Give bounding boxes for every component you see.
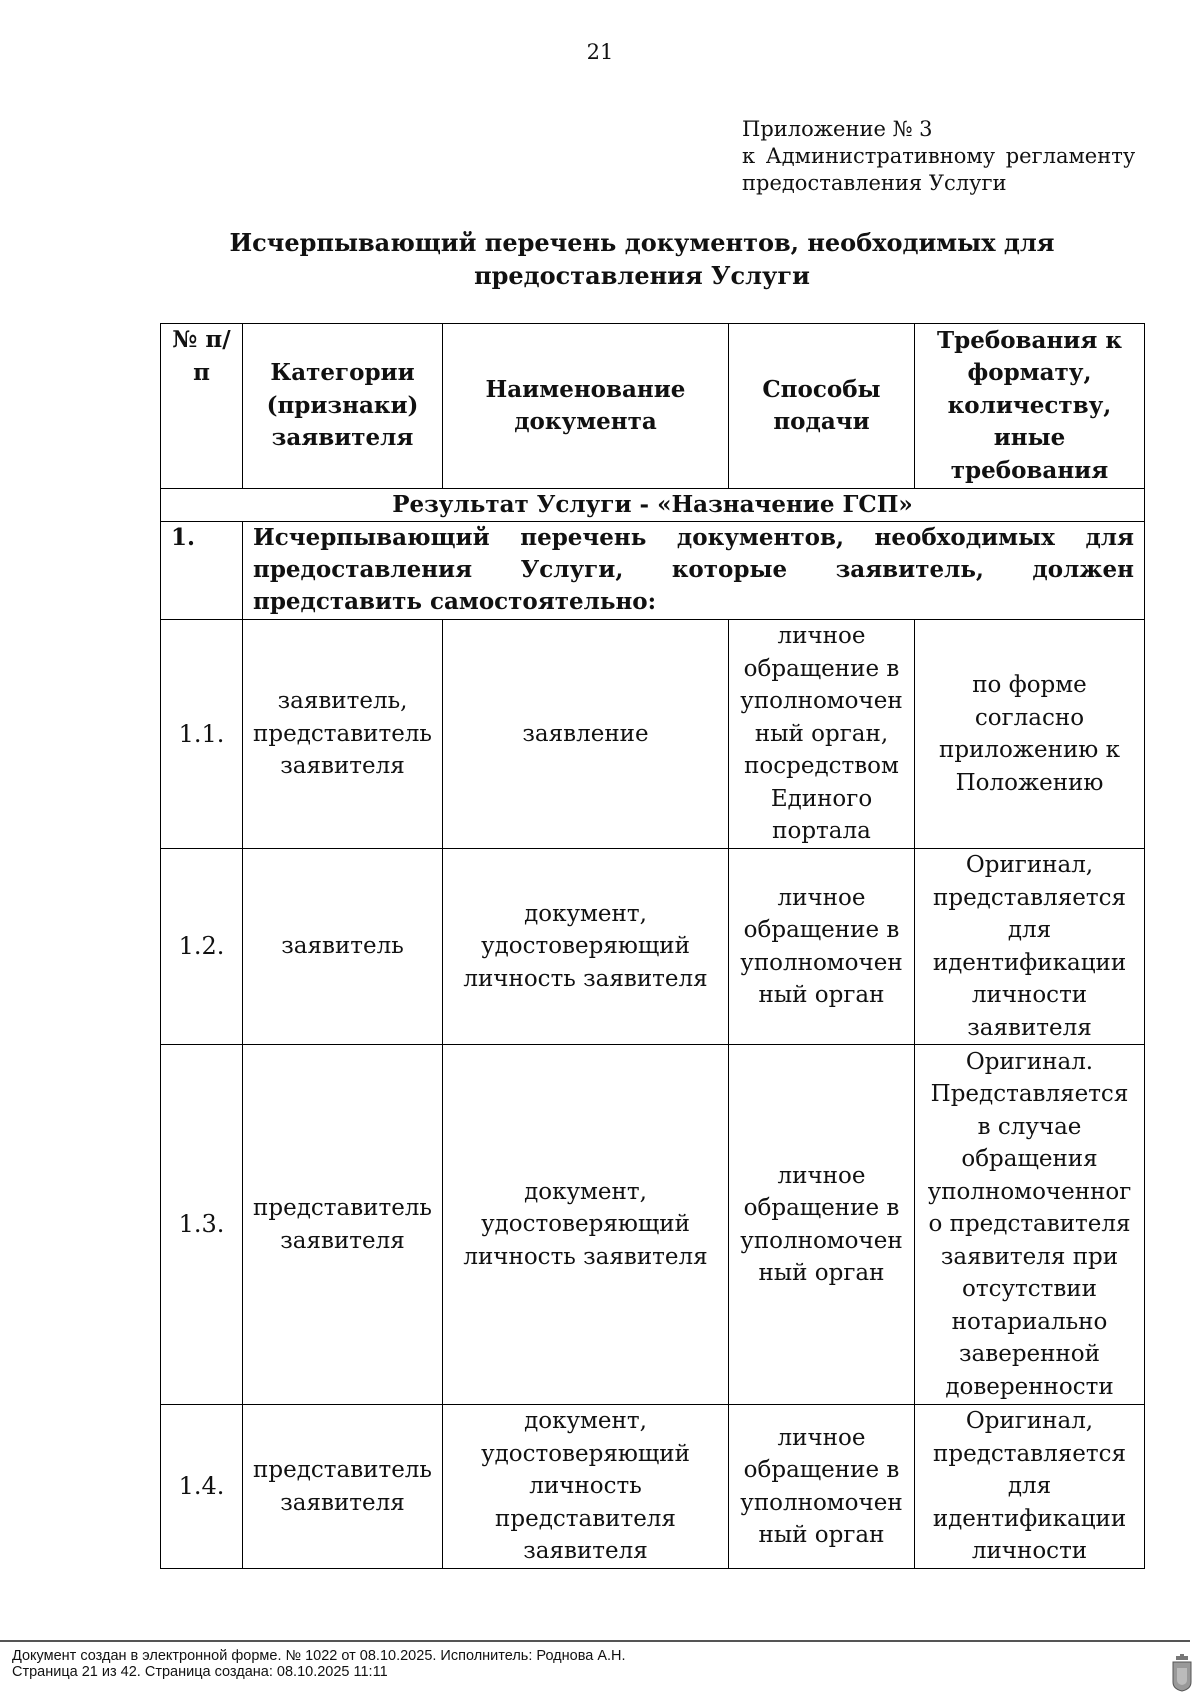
row-document: документ, удостоверяющий личность представителя заявителя (443, 1405, 729, 1569)
header-requirements: Требования к формату, количеству, иные требования (915, 324, 1145, 489)
document-title-line-2: предоставления Услуги (474, 261, 810, 290)
row-category: представитель заявителя (243, 1045, 443, 1405)
row-requirements: Оригинал, представляется для идентификации личности заявителя (915, 849, 1145, 1045)
document-title (0, 226, 1200, 292)
row-number: 1.3. (161, 1045, 243, 1405)
row-number: 1.1. (161, 620, 243, 849)
table-row (161, 620, 1145, 849)
result-title: Результат Услуги - «Назначение ГСП» (161, 489, 1145, 522)
row-method: личное обращение в уполномочен ный орган (729, 849, 915, 1045)
row-document: документ, удостоверяющий личность заявителя (443, 849, 729, 1045)
table-row (161, 1045, 1145, 1405)
row-category: представитель заявителя (243, 1405, 443, 1569)
row-category: заявитель, представитель заявителя (243, 620, 443, 849)
documents-table (160, 323, 1145, 1569)
row-method: личное обращение в уполномочен ный орган (729, 1405, 915, 1569)
row-requirements: Оригинал, представляется для идентификации личности (915, 1405, 1145, 1569)
row-document: документ, удостоверяющий личность заявителя (443, 1045, 729, 1405)
row-requirements: Оригинал. Представляется в случае обращения уполномоченног о представителя заявителя при отсутствии нотариально заверенной доверенности (915, 1045, 1145, 1405)
row-method: личное обращение в уполномочен ный орган, посредством Единого портала (729, 620, 915, 849)
appendix-line-1: Приложение № 3 (742, 117, 933, 141)
table-row (161, 1405, 1145, 1569)
footer-line-1: Документ создан в электронной форме. № 1022 от 08.10.2025. Исполнитель: Роднова А.Н. (12, 1648, 626, 1664)
row-number: 1.2. (161, 849, 243, 1045)
row-method: личное обращение в уполномочен ный орган (729, 1045, 915, 1405)
result-row (161, 489, 1145, 522)
row-number: 1.4. (161, 1405, 243, 1569)
document-title-line-1: Исчерпывающий перечень документов, необходимых для (229, 228, 1055, 257)
row-category: заявитель (243, 849, 443, 1045)
row-document: заявление (443, 620, 729, 849)
appendix-line-2: к Административному регламенту (742, 144, 1136, 168)
row-requirements: по форме согласно приложению к Положению (915, 620, 1145, 849)
section-row (161, 522, 1145, 620)
footer-divider (0, 1640, 1190, 1642)
header-number: № п/п (161, 324, 243, 489)
page-number: 21 (586, 40, 614, 64)
header-method: Способы подачи (729, 324, 915, 489)
appendix-line-3: предоставления Услуги (742, 171, 1007, 195)
footer-line-2: Страница 21 из 42. Страница создана: 08.10.2025 11:11 (12, 1664, 388, 1680)
appendix-note (742, 116, 1135, 197)
header-category: Категории (признаки) заявителя (243, 324, 443, 489)
header-document: Наименование документа (443, 324, 729, 489)
section-text: Исчерпывающий перечень документов, необходимых для предоставления Услуги, которые заявитель, должен представить самостоятельно: (243, 522, 1145, 620)
footer (12, 1648, 626, 1680)
table-row (161, 849, 1145, 1045)
coat-of-arms-icon (1172, 1654, 1192, 1692)
section-number: 1. (161, 522, 243, 620)
table-header-row (161, 324, 1145, 489)
